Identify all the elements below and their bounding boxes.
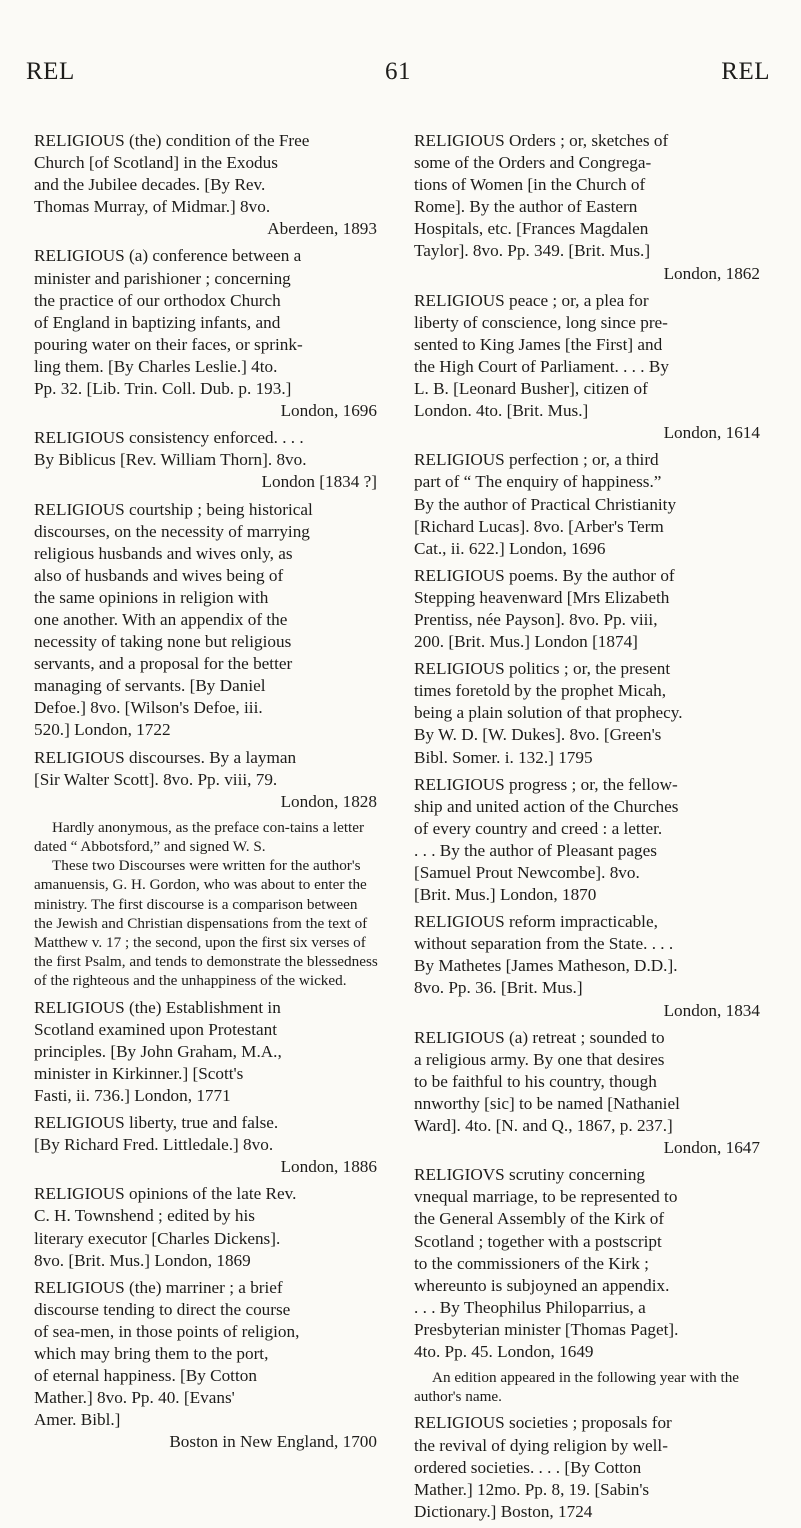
header-left: REL [26, 58, 75, 85]
entry-line: ship and united action of the Churches [414, 796, 679, 816]
entry-imprint: Boston in New England, 1700 [169, 1432, 377, 1452]
entry-line: RELIGIOUS (the) marriner ; a brief [34, 1277, 283, 1297]
entry-imprint: London, 1614 [663, 423, 760, 443]
entry-line: Scotland examined upon Protestant [34, 1019, 277, 1039]
entry-line: RELIGIOUS (a) retreat ; sounded to [414, 1027, 665, 1047]
entry-line: By Mathetes [James Matheson, D.D.]. [414, 956, 678, 976]
entry-line: servants, and a proposal for the better [34, 654, 293, 674]
entry-line: . . . By the author of Pleasant pages [414, 840, 657, 860]
entry-line: Rome]. By the author of Eastern [414, 197, 638, 217]
entry-line: RELIGIOUS liberty, true and false. [34, 1113, 279, 1133]
entry-line: Taylor]. 8vo. Pp. 349. [Brit. Mus.] [414, 241, 651, 261]
entry-line: the General Assembly of the Kirk of [414, 1209, 665, 1229]
bibliography-entry [414, 1027, 762, 1160]
entry-line: liberty of conscience, long since pre- [414, 312, 668, 332]
entry-line: minister and parishioner ; concerning [34, 268, 291, 288]
entry-line: [Brit. Mus.] London, 1870 [414, 885, 597, 905]
entry-line: [By Richard Fred. Littledale.] 8vo. [34, 1135, 274, 1155]
entry-line: discourses, on the necessity of marrying [34, 521, 310, 541]
entry-line: Dictionary.] Boston, 1724 [414, 1501, 593, 1521]
entry-line: RELIGIOUS courtship ; being historical [34, 499, 313, 519]
entry-line: 8vo. [Brit. Mus.] London, 1869 [34, 1250, 251, 1270]
entry-line: Pp. 32. [Lib. Trin. Coll. Dub. p. 193.] [34, 379, 292, 399]
entry-line: Prentiss, née Payson]. 8vo. Pp. viii, [414, 609, 658, 629]
entry-imprint: London, 1647 [663, 1138, 760, 1158]
entry-line: Hospitals, etc. [Frances Magdalen [414, 219, 649, 239]
entry-line: Presbyterian minister [Thomas Paget]. [414, 1319, 679, 1339]
bibliography-entry [414, 1412, 762, 1522]
entry-line: the High Court of Parliament. . . . By [414, 356, 669, 376]
entry-line: tions of Women [in the Church of [414, 175, 646, 195]
entry-line: nnworthy [sic] to be named [Nathaniel [414, 1093, 680, 1113]
entry-line: [Richard Lucas]. 8vo. [Arber's Term [414, 516, 664, 536]
entry-line: Fasti, ii. 736.] London, 1771 [34, 1086, 231, 1106]
entry-line: Amer. Bibl.] [34, 1410, 121, 1430]
entry-imprint: London, 1886 [280, 1157, 377, 1177]
entry-line: being a plain solution of that prophecy. [414, 703, 683, 723]
entry-line: Ward]. 4to. [N. and Q., 1867, p. 237.] [414, 1116, 673, 1136]
bibliography-entry [414, 774, 762, 907]
entry-imprint: London [1834 ?] [261, 472, 377, 492]
bibliography-entry [414, 658, 762, 768]
entry-line: 4to. Pp. 45. London, 1649 [414, 1341, 594, 1361]
page-number: 61 [385, 58, 411, 85]
entry-line: managing of servants. [By Daniel [34, 676, 266, 696]
bibliography-entry [414, 911, 762, 1021]
bibliography-entry [34, 1112, 379, 1178]
entry-line: ordered societies. . . . [By Cotton [414, 1457, 642, 1477]
entry-line: some of the Orders and Congrega- [414, 153, 652, 173]
entry-line: one another. With an appendix of the [34, 609, 288, 629]
entry-line: to the commissioners of the Kirk ; [414, 1253, 649, 1273]
bibliography-entry [34, 130, 379, 240]
bibliography-entry [34, 747, 379, 813]
entry-imprint: Aberdeen, 1893 [267, 219, 377, 239]
entry-line: Mather.] 8vo. Pp. 40. [Evans' [34, 1388, 235, 1408]
entry-line: RELIGIOUS reform impracticable, [414, 912, 658, 932]
bibliography-entry [34, 1183, 379, 1271]
entry-line: [Samuel Prout Newcombe]. 8vo. [414, 863, 640, 882]
entry-line: 200. [Brit. Mus.] London [1874] [414, 632, 638, 652]
entry-line: 520.] London, 1722 [34, 720, 171, 740]
entry-imprint: London, 1834 [663, 1000, 760, 1020]
entry-line: religious husbands and wives only, as [34, 543, 293, 563]
bibliography-entry [414, 290, 762, 445]
entry-line: RELIGIOUS consistency enforced. . . . [34, 428, 304, 448]
entry-line: RELIGIOUS (the) condition of the Free [34, 131, 310, 150]
entry-line: [Sir Walter Scott]. 8vo. Pp. viii, 79. [34, 769, 278, 789]
entry-line: of every country and creed : a letter. [414, 818, 663, 838]
entry-line: RELIGIOUS (the) Establishment in [34, 997, 281, 1017]
entry-line: RELIGIOUS societies ; proposals for [414, 1413, 672, 1433]
entry-imprint: London, 1696 [280, 401, 377, 421]
entry-line: times foretold by the prophet Micah, [414, 681, 667, 701]
entry-line: which may bring them to the port, [34, 1344, 269, 1364]
entry-line: RELIGIOUS discourses. By a layman [34, 747, 297, 767]
entry-line: a religious army. By one that desires [414, 1049, 665, 1069]
entry-line: RELIGIOUS perfection ; or, a third [414, 450, 659, 470]
entry-line: the same opinions in religion with [34, 587, 269, 607]
entry-line: L. B. [Leonard Busher], citizen of [414, 379, 648, 399]
entry-line: minister in Kirkinner.] [Scott's [34, 1063, 244, 1083]
entry-line: Cat., ii. 622.] London, 1696 [414, 538, 606, 558]
entry-note [34, 818, 379, 991]
entry-line: RELIGIOVS scrutiny concerning [414, 1165, 646, 1185]
entry-line: C. H. Townshend ; edited by his [34, 1206, 255, 1226]
entry-line: also of husbands and wives being of [34, 565, 284, 585]
entry-line: and the Jubilee decades. [By Rev. [34, 175, 266, 195]
entry-line: RELIGIOUS Orders ; or, sketches of [414, 131, 669, 150]
entry-line: sented to King James [the First] and [414, 334, 663, 354]
entry-line: principles. [By John Graham, M.A., [34, 1041, 282, 1061]
entry-line: Thomas Murray, of Midmar.] 8vo. [34, 197, 271, 217]
note-paragraph: An edition appeared in the following year with the author's name. [414, 1369, 740, 1406]
entry-line: to be faithful to his country, though [414, 1071, 657, 1091]
entry-line: 8vo. Pp. 36. [Brit. Mus.] [414, 978, 583, 998]
entry-line: of sea-men, in those points of religion, [34, 1321, 300, 1341]
bibliography-entry [34, 427, 379, 493]
entry-line: . . . By Theophilus Philoparrius, a [414, 1297, 646, 1317]
entry-line: RELIGIOUS poems. By the author of [414, 565, 675, 585]
entry-line: By Biblicus [Rev. William Thorn]. 8vo. [34, 450, 307, 470]
header-right: REL [721, 58, 770, 85]
entry-line: RELIGIOUS peace ; or, a plea for [414, 290, 649, 310]
note-paragraph: These two Discourses were written for the author's amanuensis, G. H. Gordon, who was about to enter the ministry. The first discourse is a comparison between the Jewish and Christian dispensations from the text of Matthew v. 17 ; the second, upon the first six verses of the first Psalm, and tends to demonstrate the blessedness of the righteous and the unhappiness of the wicked. [34, 857, 378, 990]
entry-line: pouring water on their faces, or sprink- [34, 334, 303, 354]
entry-imprint: London, 1862 [663, 263, 760, 283]
entry-line: By W. D. [W. Dukes]. 8vo. [Green's [414, 725, 662, 745]
note-paragraph: Hardly anonymous, as the preface con-tains a letter dated “ Abbotsford,” and signed W. S. [34, 818, 365, 856]
bibliography-entry [414, 565, 762, 653]
left-column [34, 130, 379, 1459]
entry-line: London. 4to. [Brit. Mus.] [414, 401, 589, 421]
entry-line: RELIGIOUS progress ; or, the fellow- [414, 774, 678, 794]
entry-line: part of “ The enquiry of happiness.” [414, 472, 662, 492]
running-header [26, 58, 770, 98]
entry-line: Church [of Scotland] in the Exodus [34, 153, 278, 173]
bibliography-entry [414, 130, 762, 285]
entry-line: vnequal marriage, to be represented to [414, 1187, 678, 1207]
bibliography-entry [34, 499, 379, 742]
bibliography-entry [34, 1277, 379, 1454]
right-column [414, 130, 762, 1528]
bibliography-entry [34, 245, 379, 422]
entry-line: Mather.] 12mo. Pp. 8, 19. [Sabin's [414, 1479, 650, 1499]
entry-line: RELIGIOUS politics ; or, the present [414, 659, 671, 679]
entry-line: necessity of taking none but religious [34, 632, 292, 652]
entry-line: without separation from the State. . . . [414, 934, 674, 954]
entry-line: the revival of dying religion by well- [414, 1435, 668, 1455]
entry-line: Bibl. Somer. i. 132.] 1795 [414, 747, 593, 767]
bibliography-entry [414, 1164, 762, 1363]
entry-line: of England in baptizing infants, and [34, 312, 281, 332]
entry-note [414, 1368, 762, 1406]
entry-line: literary executor [Charles Dickens]. [34, 1228, 281, 1248]
bibliography-entry [414, 449, 762, 559]
entry-line: Stepping heavenward [Mrs Elizabeth [414, 587, 670, 607]
entry-line: whereunto is subjoyned an appendix. [414, 1275, 670, 1295]
entry-line: ling them. [By Charles Leslie.] 4to. [34, 356, 278, 376]
entry-line: Defoe.] 8vo. [Wilson's Defoe, iii. [34, 698, 263, 718]
entry-line: RELIGIOUS opinions of the late Rev. [34, 1184, 297, 1204]
entry-imprint: London, 1828 [280, 791, 377, 811]
entry-line: the practice of our orthodox Church [34, 290, 281, 310]
entry-line: of eternal happiness. [By Cotton [34, 1366, 257, 1386]
entry-line: Scotland ; together with a postscript [414, 1231, 662, 1251]
bibliography-entry [34, 997, 379, 1107]
entry-line: By the author of Practical Christianity [414, 494, 677, 514]
entry-line: discourse tending to direct the course [34, 1299, 291, 1319]
entry-line: RELIGIOUS (a) conference between a [34, 246, 302, 266]
